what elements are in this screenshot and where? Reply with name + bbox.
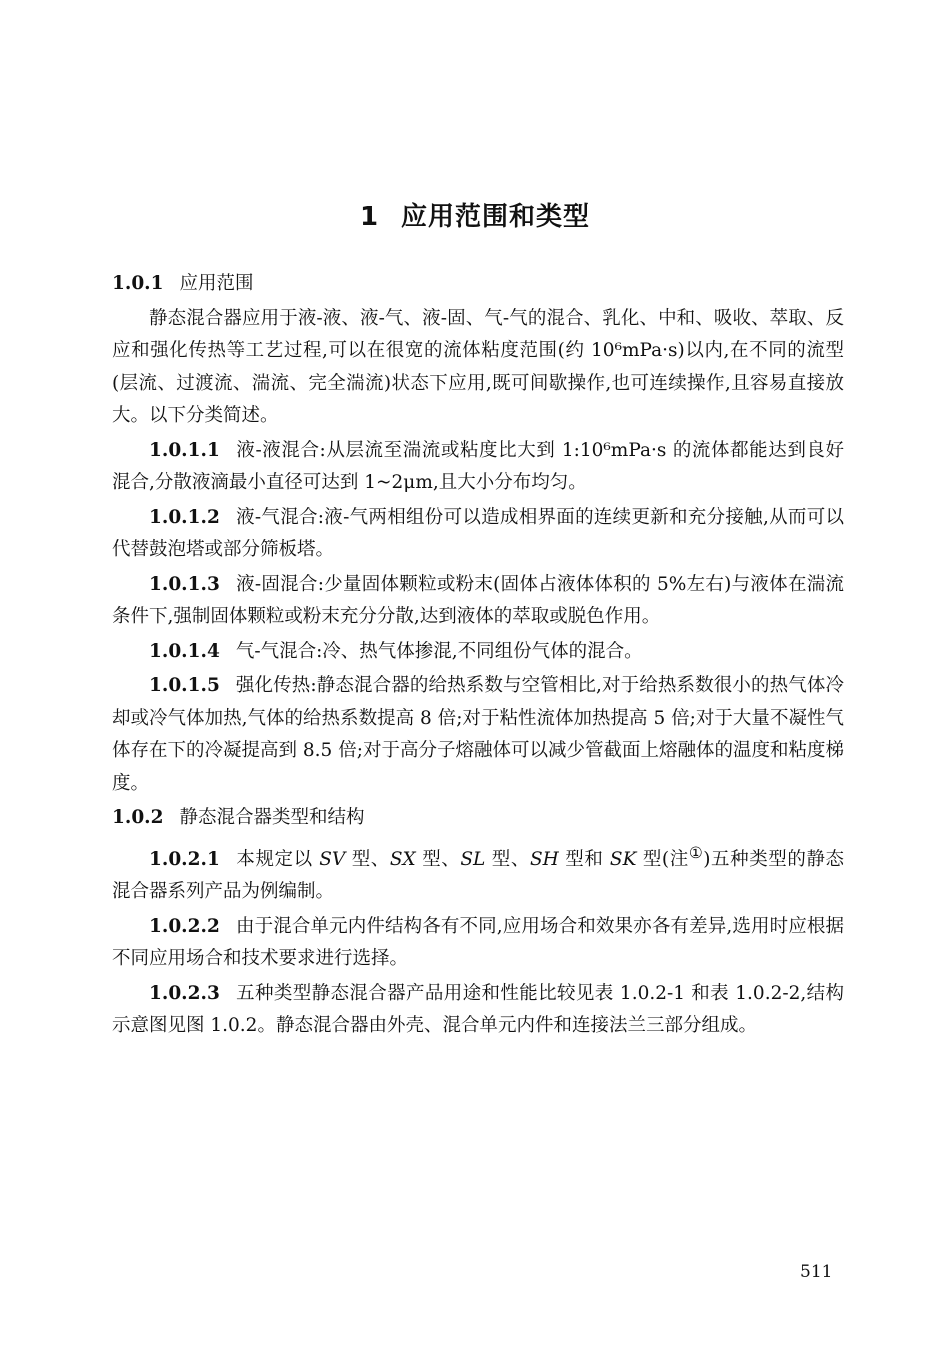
section-1-0-2-3 (112, 978, 844, 1043)
type-sx: SX (389, 848, 416, 870)
text-run: 型、 (485, 848, 530, 870)
section-text: 气-气混合:冷、热气体掺混,不同组份气体的混合。 (235, 640, 643, 662)
section-1-0-1-3 (112, 569, 844, 634)
section-label: 1.0.1.3 (149, 573, 220, 595)
section-1-0-1-2 (112, 502, 844, 567)
text-run: 型(注 (636, 848, 689, 870)
section-label: 1.0.1.1 (149, 439, 220, 461)
section-1-0-1-heading (112, 268, 844, 301)
section-text: 液-气混合:液-气两相组份可以造成相界面的连续更新和充分接触,从而可以代替鼓泡塔或部分筛板塔。 (112, 506, 844, 560)
page-content (112, 268, 844, 1045)
footnote-marker: ① (688, 843, 704, 862)
text-run: 型和 (558, 848, 610, 870)
chapter-title-text: 应用范围和类型 (401, 202, 591, 232)
section-text: 液-固混合:少量固体颗粒或粉末(固体占液体体积的 5%左右)与液体在湍流条件下,强制固体颗粒或粉末充分分散,达到液体的萃取或脱色作用。 (112, 573, 844, 627)
section-title: 静态混合器类型和结构 (179, 807, 365, 828)
type-sl: SL (460, 848, 486, 870)
section-title: 应用范围 (179, 273, 254, 294)
section-text: 由于混合单元内件结构各有不同,应用场合和效果亦各有差异,选用时应根据不同应用场合和技术要求进行选择。 (112, 915, 844, 970)
section-label: 1.0.2.3 (149, 982, 220, 1004)
chapter-number: 1 (359, 202, 380, 232)
type-sv: SV (319, 848, 346, 870)
section-label: 1.0.2.2 (149, 915, 220, 937)
section-label: 1.0.1 (112, 273, 164, 294)
section-label: 1.0.1.2 (149, 506, 220, 528)
chapter-title (0, 196, 950, 233)
section-1-0-1-1 (112, 435, 844, 500)
section-text: 五种类型静态混合器产品用途和性能比较见表 1.0.2-1 和表 1.0.2-2,结构示意图见图 1.0.2。静态混合器由外壳、混合单元内件和连接法兰三部分组成。 (112, 982, 844, 1037)
section-1-0-1-4 (112, 636, 844, 669)
section-1-0-1-5 (112, 670, 844, 800)
page-number: 511 (800, 1262, 833, 1282)
text-run: 型、 (345, 848, 390, 870)
section-label: 1.0.1.4 (149, 640, 220, 662)
type-sh: SH (529, 848, 559, 870)
section-1-0-2-1 (112, 837, 844, 909)
text-run: )五种类型的静态混合器系列产品为例编制。 (112, 848, 845, 903)
text-run: 本规定以 (235, 848, 320, 870)
section-1-0-2-heading (112, 802, 844, 835)
section-1-0-2-2 (112, 911, 844, 976)
section-label: 1.0.2.1 (149, 848, 220, 870)
type-sk: SK (609, 848, 637, 870)
intro-paragraph: 静态混合器应用于液-液、液-气、液-固、气-气的混合、乳化、中和、吸收、萃取、反应和强化传热等工艺过程,可以在很宽的流体粘度范围(约 10⁶mPa·s)以内,在不同的流型(层流、过渡流、湍流、完全湍流)状态下应用,既可间歇操作,也可连续操作,且容易直接放大。以下分类简述。 (112, 307, 844, 426)
section-text: 液-液混合:从层流至湍流或粘度比大到 1:10⁶mPa·s 的流体都能达到良好混合,分散液滴最小直径可达到 1~2μm,且大小分布均匀。 (112, 439, 844, 493)
section-text: 强化传热:静态混合器的给热系数与空管相比,对于给热系数很小的热气体冷却或冷气体加热,气体的给热系数提高 8 倍;对于粘性流体加热提高 5 倍;对于大量不凝性气体存在下的冷凝提高到 8.5 倍;对于高分子熔融体可以减少管截面上熔融体的温度和粘度梯度。 (112, 675, 844, 794)
section-label: 1.0.1.5 (149, 675, 220, 696)
text-run: 型、 (415, 848, 461, 870)
section-label: 1.0.2 (112, 807, 164, 828)
